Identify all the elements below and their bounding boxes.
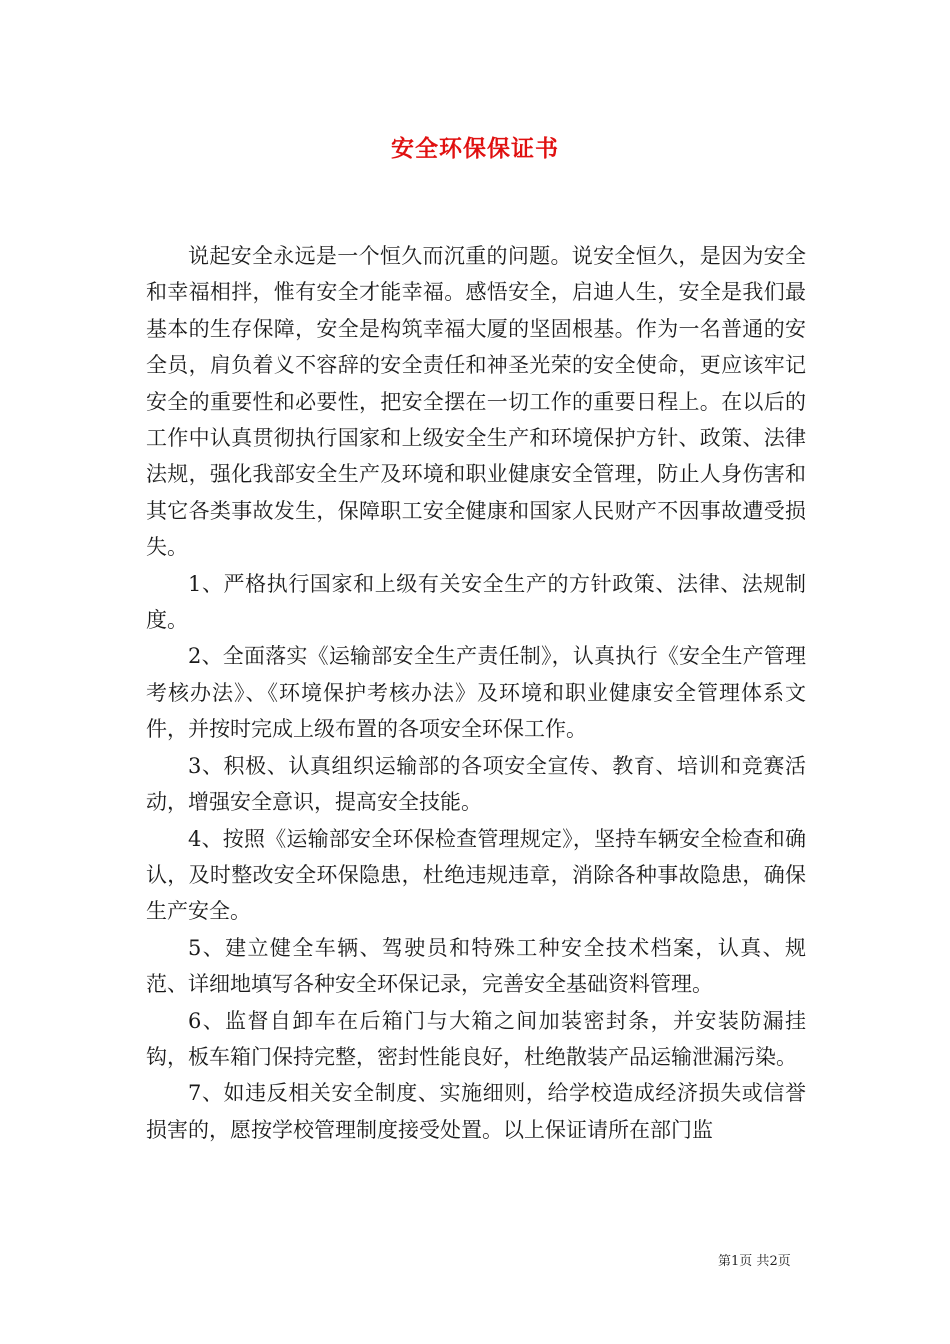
- current-page-number: 1: [731, 1254, 740, 1269]
- document-body: [146, 238, 806, 1148]
- total-page-number: 2: [769, 1254, 778, 1269]
- clause-paragraph-5: 5、建立健全车辆、驾驶员和特殊工种安全技术档案，认真、规范、详细地填写各种安全环保记录，完善安全基础资料管理。: [146, 935, 806, 997]
- intro-paragraph: 说起安全永远是一个恒久而沉重的问题。说安全恒久，是因为安全和幸福相拌，惟有安全才能幸福。感悟安全，启迪人生，安全是我们最基本的生存保障，安全是构筑幸福大厦的坚固根基。作为一名普通的安全员，肩负着义不容辞的安全责任和神圣光荣的安全使命，更应该牢记安全的重要性和必要性，把安全摆在一切工作的重要日程上。在以后的工作中认真贯彻执行国家和上级安全生产和环境保护方针、政策、法律法规，强化我部安全生产及环境和职业健康安全管理，防止人身伤害和其它各类事故发生，保障职工安全健康和国家人民财产不因事故遭受损失。: [146, 244, 806, 560]
- clause-paragraph-6: 6、监督自卸车在后箱门与大箱之间加装密封条，并安装防漏挂钩，板车箱门保持完整，密封性能良好，杜绝散装产品运输泄漏污染。: [146, 1008, 806, 1069]
- clause-paragraph-1: 1、严格执行国家和上级有关安全生产的方针政策、法律、法规制度。: [146, 571, 806, 633]
- footer-prefix: 第: [718, 1254, 732, 1269]
- clause-paragraph-7: 7、如违反相关安全制度、实施细则，给学校造成经济损失或信誉损害的，愿按学校管理制度接受处置。以上保证请所在部门监: [146, 1081, 806, 1142]
- clause-paragraph-2: 2、全面落实《运输部安全生产责任制》，认真执行《安全生产管理考核办法》、《环境保护考核办法》及环境和职业健康安全管理体系文件，并按时完成上级布置的各项安全环保工作。: [146, 644, 806, 742]
- document-title: 安全环保保证书: [391, 135, 559, 162]
- clause-paragraph-3: 3、积极、认真组织运输部的各项安全宣传、教育、培训和竞赛活动，增强安全意识，提高安全技能。: [146, 753, 806, 815]
- page-number-footer: [718, 1250, 791, 1269]
- footer-middle: 页 共: [739, 1254, 770, 1269]
- clause-paragraph-4: 4、按照《运输部安全环保检查管理规定》，坚持车辆安全检查和确认，及时整改安全环保隐患，杜绝违规违章，消除各种事故隐患，确保生产安全。: [146, 826, 806, 924]
- footer-suffix: 页: [777, 1254, 791, 1269]
